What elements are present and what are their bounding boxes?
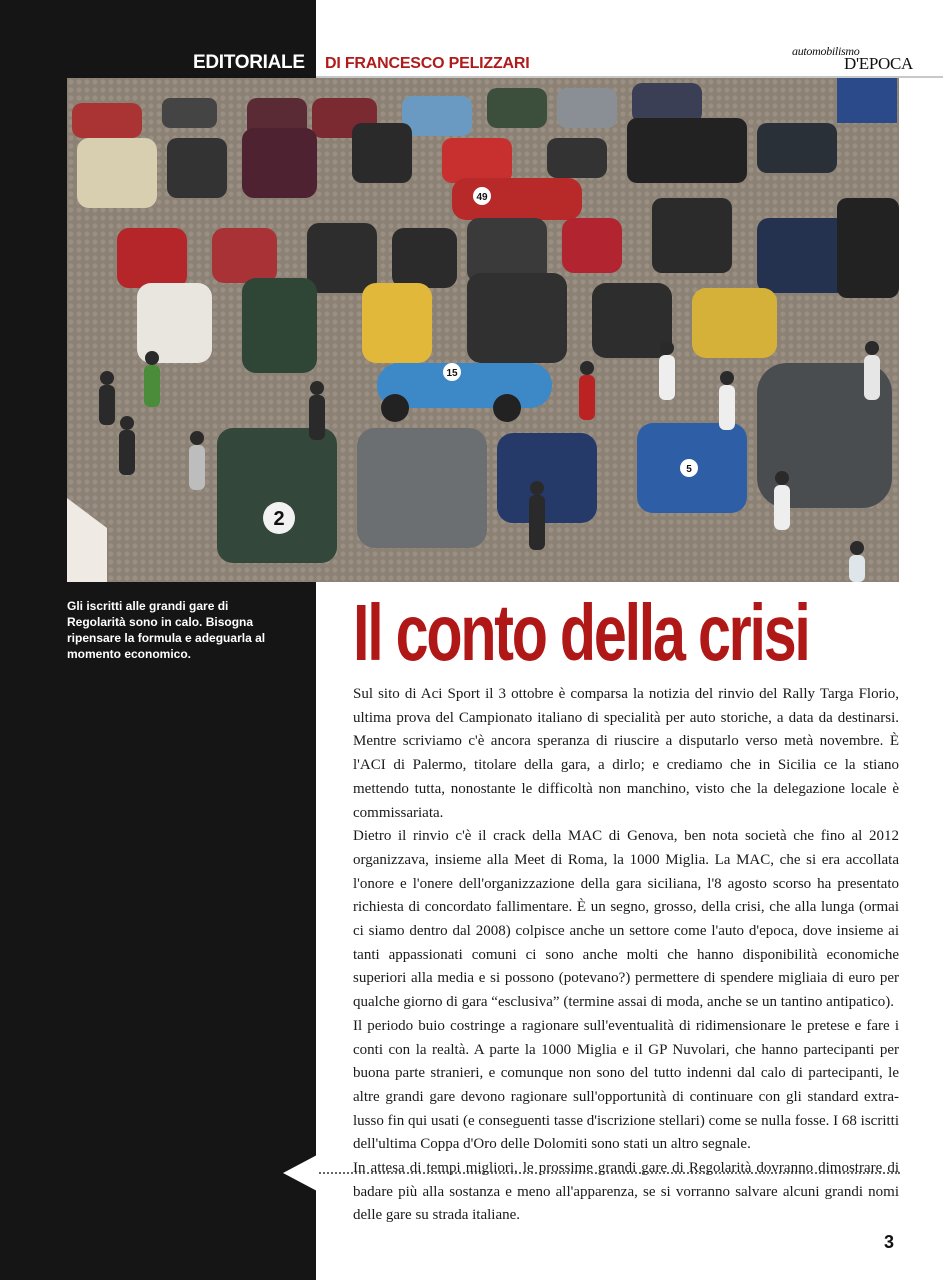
car-number: 49 xyxy=(476,192,488,203)
dotted-divider xyxy=(312,1172,900,1174)
page-number: 3 xyxy=(884,1232,895,1252)
sidebar-notch xyxy=(283,1155,317,1191)
photo-illustration xyxy=(67,78,899,582)
logo-bottom-text: D'EPOCA xyxy=(844,54,913,73)
paragraph: Dietro il rinvio c'è il crack della MAC di Genova, ben nota società che fino al 2012 organizzava, insieme alla Meet di Roma, la 1000 Miglia. La MAC, che si era accollata l'onore e l'onere dell'organizzazione della gara siciliana, l'8 agosto scorso ha presentato richiesta di concordato fallimentare. È un segno, grosso, della crisi, che alla lunga (ormai ci siamo dentro dal 2008) colpisce anche un settore come l'auto d'epoca, dove insieme ai tanti appassionati comuni ci sono anche molti che hanno disponibilità economiche superiori alla media e si possono (potevano?) permettere di spendere migliaia di euro per qualche giorno di gara “esclusiva” (termine assai di moda, anche se un tantino antipatico). xyxy=(353,828,899,1011)
paragraph: In attesa di tempi migliori, le prossime grandi gare di Regolarità dovranno dimostrare di badare più alla sostanza e meno all'apparenza, se si vorranno salvare alcuni grandi nomi delle gare su strada italiane. xyxy=(353,1160,899,1224)
author-byline: DI FRANCESCO PELIZZARI xyxy=(325,55,530,72)
article-body xyxy=(353,683,899,1228)
car-number: 2 xyxy=(273,508,285,530)
car-number: 5 xyxy=(686,464,692,475)
section-label: EDITORIALE xyxy=(193,52,305,73)
logo-top-text: automobilismo xyxy=(792,44,860,58)
paragraph: Sul sito di Aci Sport il 3 ottobre è comparsa la notizia del rinvio del Rally Targa Florio, ultima prova del Campionato italiano di specialità per auto storiche, a data da destinarsi. Mentre scriviamo c'è ancora speranza di riuscire a disputarlo verso metà novembre. È l'ACI di Palermo, titolare della gara, a dirlo; e crediamo che in Sicilia ce la stiano mettendo tutta, nonostante le difficoltà non manchino, visto che la delegazione locale è commissariata. xyxy=(353,686,899,821)
photo-caption: Gli iscritti alle grandi gare di Regolarità sono in calo. Bisogna ripensare la formula e adeguarla al momento economico. xyxy=(67,599,266,661)
car-number: 15 xyxy=(446,368,458,379)
article-title: Il conto della crisi xyxy=(353,588,809,677)
paragraph: Il periodo buio costringe a ragionare sull'eventualità di ridimensionare le pretese e fare i conti con la realtà. A parte la 1000 Miglia e il GP Nuvolari, che hanno partecipanti per buona parte stranieri, e comunque non sono del tutto indenni dal calo di partecipanti, le altre grandi gare devono ragionare sull'opportunità di continuare con gli standard extra-lusso fin qui usati (e conseguenti tasse d'iscrizione stellari) come se nulla fosse. I 68 iscritti dell'ultima Coppa d'Oro delle Dolomiti sono stati un altro segnale. xyxy=(353,1017,899,1153)
vintage-cars-photo xyxy=(67,78,899,582)
magazine-logo xyxy=(792,44,912,74)
